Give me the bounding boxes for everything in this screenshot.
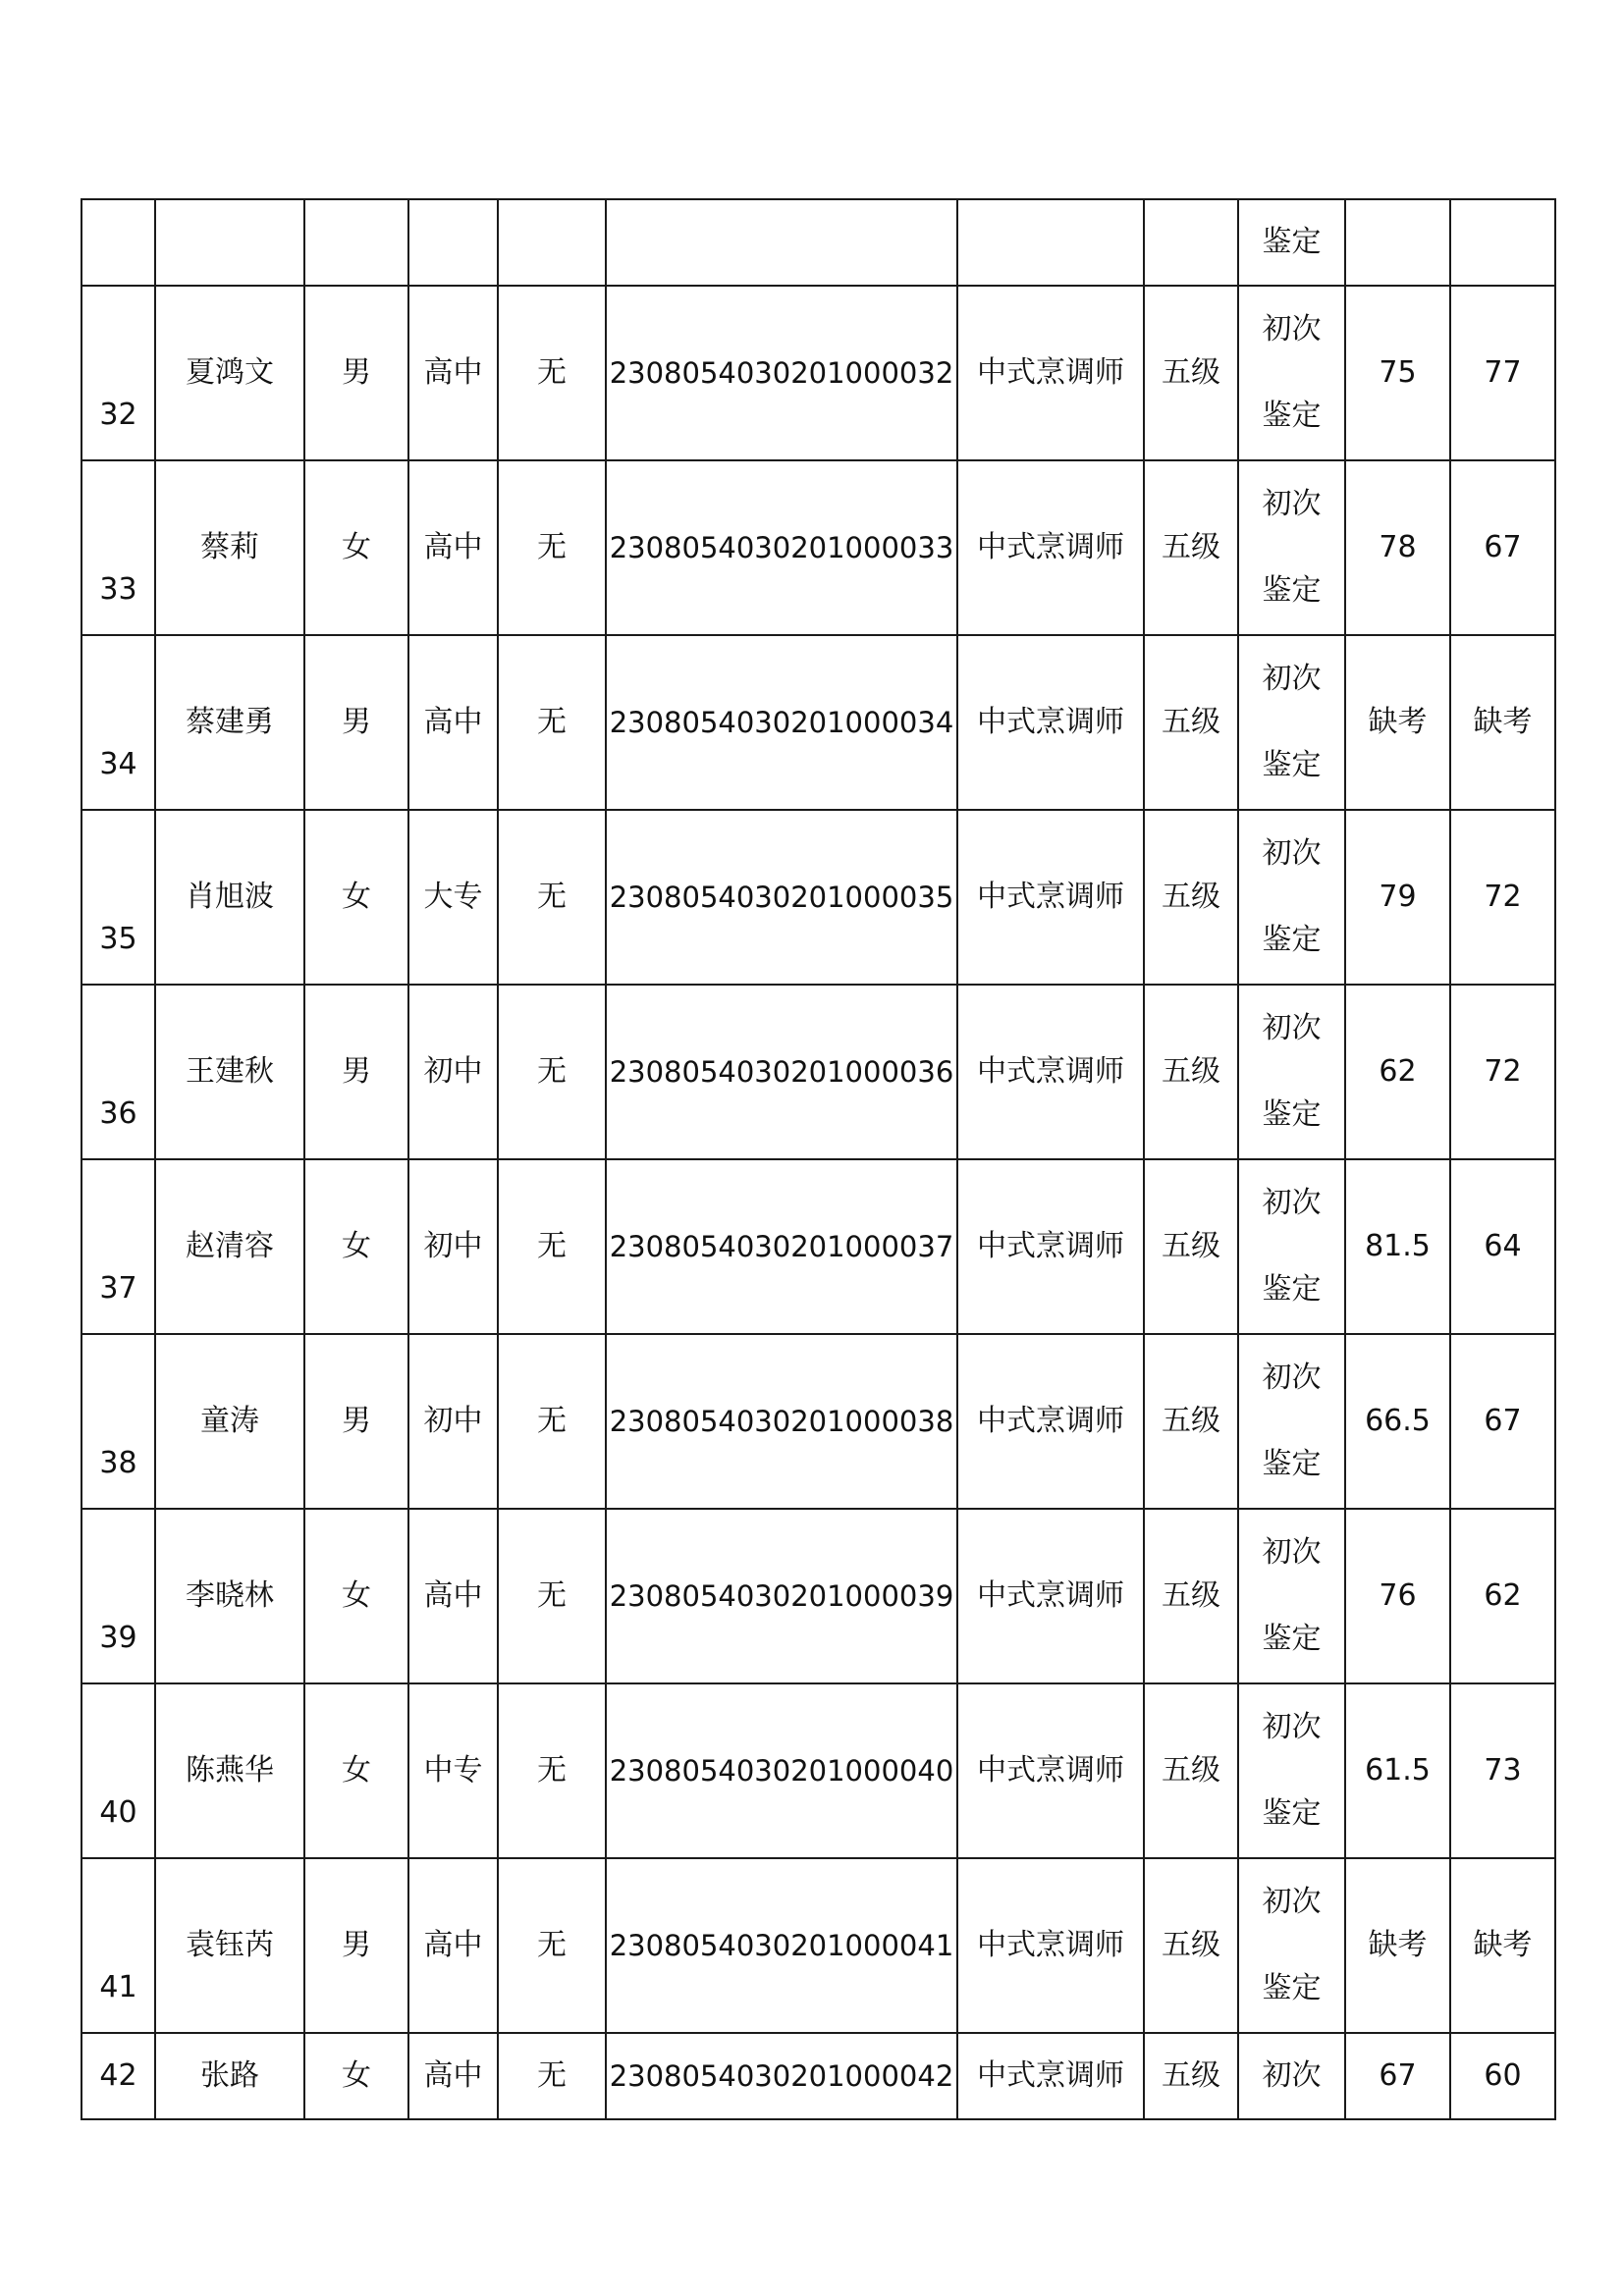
cell-current-cert: 无 [498, 1334, 606, 1509]
cell-gender: 女 [304, 1683, 408, 1858]
type-line1: 初次 [1262, 1186, 1322, 1220]
cell-type [1238, 635, 1345, 810]
cell-cert-no: 2308054030201000041 [606, 1858, 957, 2033]
type-line2: 鉴定 [1262, 1971, 1322, 2005]
table-row [81, 985, 1555, 1159]
cell-level [1144, 199, 1238, 286]
type-line1: 初次 [1262, 1535, 1322, 1570]
continued-row [81, 199, 1555, 286]
cell-education: 高中 [408, 2033, 498, 2119]
cell-education: 初中 [408, 985, 498, 1159]
cell-type [1238, 1858, 1345, 2033]
cell-type [1238, 1509, 1345, 1683]
cell-name: 赵清容 [155, 1159, 304, 1334]
cell-no: 36 [81, 985, 155, 1159]
cell-occupation [957, 199, 1144, 286]
cell-name: 张路 [155, 2033, 304, 2119]
cell-current-cert: 无 [498, 286, 606, 460]
cell-name: 肖旭波 [155, 810, 304, 985]
cell-score2: 77 [1450, 286, 1555, 460]
cell-occupation: 中式烹调师 [957, 286, 1144, 460]
cell-education: 高中 [408, 1858, 498, 2033]
cell-education: 中专 [408, 1683, 498, 1858]
cell-gender: 男 [304, 1858, 408, 2033]
type-line1: 初次 [1262, 1885, 1322, 1919]
cell-level: 五级 [1144, 2033, 1238, 2119]
cell-type [1238, 810, 1345, 985]
cell-no: 37 [81, 1159, 155, 1334]
cell-name: 童涛 [155, 1334, 304, 1509]
table-body [81, 199, 1555, 2119]
cell-type [1238, 286, 1345, 460]
cell-cert-no: 2308054030201000038 [606, 1334, 957, 1509]
cell-type [1238, 1334, 1345, 1509]
cell-current-cert: 无 [498, 635, 606, 810]
cell-occupation: 中式烹调师 [957, 1509, 1144, 1683]
cell-score2: 缺考 [1450, 635, 1555, 810]
type-line2: 鉴定 [1262, 1097, 1322, 1132]
cell-no: 39 [81, 1509, 155, 1683]
cell-occupation: 中式烹调师 [957, 2033, 1144, 2119]
type-line2: 鉴定 [1262, 573, 1322, 608]
cell-level: 五级 [1144, 460, 1238, 635]
cell-cert-no: 2308054030201000033 [606, 460, 957, 635]
cell-score1: 61.5 [1345, 1683, 1450, 1858]
type-line1: 初次 [1262, 662, 1322, 696]
cell-current-cert: 无 [498, 1509, 606, 1683]
type-line2: 鉴定 [1262, 1272, 1322, 1307]
cell-name: 陈燕华 [155, 1683, 304, 1858]
cell-cert-no: 2308054030201000040 [606, 1683, 957, 1858]
cell-type: 鉴定 [1238, 199, 1345, 286]
cell-score1: 66.5 [1345, 1334, 1450, 1509]
type-line2: 鉴定 [1262, 1447, 1322, 1481]
cell-gender [304, 199, 408, 286]
cell-no: 32 [81, 286, 155, 460]
cell-score2: 60 [1450, 2033, 1555, 2119]
cell-level: 五级 [1144, 985, 1238, 1159]
cell-occupation: 中式烹调师 [957, 1858, 1144, 2033]
cell-cert-no: 2308054030201000042 [606, 2033, 957, 2119]
cell-cert-no: 2308054030201000035 [606, 810, 957, 985]
table-row [81, 286, 1555, 460]
cell-name: 蔡莉 [155, 460, 304, 635]
cell-no: 34 [81, 635, 155, 810]
cell-name: 王建秋 [155, 985, 304, 1159]
type-line1: 初次 [1262, 1361, 1322, 1395]
cell-score2: 67 [1450, 1334, 1555, 1509]
cell-cert-no: 2308054030201000036 [606, 985, 957, 1159]
table-row [81, 810, 1555, 985]
cell-level: 五级 [1144, 1334, 1238, 1509]
table-row [81, 1858, 1555, 2033]
cell-gender: 女 [304, 2033, 408, 2119]
table-row-last [81, 2033, 1555, 2119]
cell-cert-no: 2308054030201000034 [606, 635, 957, 810]
cell-occupation: 中式烹调师 [957, 460, 1144, 635]
cell-no [81, 199, 155, 286]
cell-name: 袁钰芮 [155, 1858, 304, 2033]
cell-score1: 79 [1345, 810, 1450, 985]
cell-score1: 75 [1345, 286, 1450, 460]
cell-current-cert [498, 199, 606, 286]
type-line1: 初次 [1262, 1011, 1322, 1045]
type-line1: 初次 [1262, 836, 1322, 871]
type-line2: 鉴定 [1262, 1622, 1322, 1656]
cell-level: 五级 [1144, 1159, 1238, 1334]
cell-gender: 男 [304, 286, 408, 460]
cell-cert-no: 2308054030201000032 [606, 286, 957, 460]
cell-type [1238, 460, 1345, 635]
table-row [81, 1509, 1555, 1683]
cell-no: 35 [81, 810, 155, 985]
cell-occupation: 中式烹调师 [957, 1159, 1144, 1334]
cell-education: 高中 [408, 635, 498, 810]
table-row [81, 1683, 1555, 1858]
cell-occupation: 中式烹调师 [957, 985, 1144, 1159]
cell-type: 初次 [1238, 2033, 1345, 2119]
cell-gender: 男 [304, 985, 408, 1159]
cell-score1: 78 [1345, 460, 1450, 635]
cell-occupation: 中式烹调师 [957, 635, 1144, 810]
cell-type [1238, 1683, 1345, 1858]
type-line2: 鉴定 [1262, 748, 1322, 782]
cell-score2: 67 [1450, 460, 1555, 635]
cell-education: 大专 [408, 810, 498, 985]
cell-gender: 男 [304, 1334, 408, 1509]
cell-level: 五级 [1144, 286, 1238, 460]
cell-score1: 缺考 [1345, 1858, 1450, 2033]
cell-score2: 62 [1450, 1509, 1555, 1683]
cell-no: 41 [81, 1858, 155, 2033]
cell-gender: 男 [304, 635, 408, 810]
type-line1: 初次 [1262, 487, 1322, 521]
cell-score2: 72 [1450, 985, 1555, 1159]
cell-no: 42 [81, 2033, 155, 2119]
type-line2: 鉴定 [1262, 923, 1322, 957]
cell-score2: 73 [1450, 1683, 1555, 1858]
cell-level: 五级 [1144, 635, 1238, 810]
cell-current-cert: 无 [498, 1159, 606, 1334]
cell-score1: 67 [1345, 2033, 1450, 2119]
cell-name: 李晓林 [155, 1509, 304, 1683]
cell-current-cert: 无 [498, 810, 606, 985]
cell-level: 五级 [1144, 1509, 1238, 1683]
cell-cert-no [606, 199, 957, 286]
cell-current-cert: 无 [498, 1683, 606, 1858]
cell-cert-no: 2308054030201000039 [606, 1509, 957, 1683]
cell-type [1238, 985, 1345, 1159]
cell-name: 夏鸿文 [155, 286, 304, 460]
cell-education [408, 199, 498, 286]
table-row [81, 635, 1555, 810]
cell-cert-no: 2308054030201000037 [606, 1159, 957, 1334]
cell-score1: 62 [1345, 985, 1450, 1159]
cell-score2: 64 [1450, 1159, 1555, 1334]
cell-education: 初中 [408, 1334, 498, 1509]
cell-no: 40 [81, 1683, 155, 1858]
table-row [81, 1334, 1555, 1509]
cell-education: 高中 [408, 1509, 498, 1683]
cell-current-cert: 无 [498, 460, 606, 635]
cell-score1: 缺考 [1345, 635, 1450, 810]
cell-current-cert: 无 [498, 985, 606, 1159]
cell-score2: 72 [1450, 810, 1555, 985]
cell-score1: 81.5 [1345, 1159, 1450, 1334]
cell-level: 五级 [1144, 1858, 1238, 2033]
table-row [81, 1159, 1555, 1334]
cell-education: 高中 [408, 460, 498, 635]
cell-name [155, 199, 304, 286]
cell-gender: 女 [304, 1509, 408, 1683]
cell-occupation: 中式烹调师 [957, 810, 1144, 985]
cell-education: 初中 [408, 1159, 498, 1334]
cell-current-cert: 无 [498, 1858, 606, 2033]
cell-score2: 缺考 [1450, 1858, 1555, 2033]
table-row [81, 460, 1555, 635]
cell-level: 五级 [1144, 1683, 1238, 1858]
cell-no: 33 [81, 460, 155, 635]
results-table [81, 198, 1556, 2120]
cell-score1: 76 [1345, 1509, 1450, 1683]
cell-current-cert: 无 [498, 2033, 606, 2119]
type-line1: 初次 [1262, 312, 1322, 347]
cell-score2 [1450, 199, 1555, 286]
cell-gender: 女 [304, 460, 408, 635]
cell-no: 38 [81, 1334, 155, 1509]
cell-occupation: 中式烹调师 [957, 1334, 1144, 1509]
cell-education: 高中 [408, 286, 498, 460]
type-line1: 初次 [1262, 1710, 1322, 1744]
cell-type [1238, 1159, 1345, 1334]
cell-gender: 女 [304, 810, 408, 985]
type-line2: 鉴定 [1262, 399, 1322, 433]
cell-level: 五级 [1144, 810, 1238, 985]
cell-name: 蔡建勇 [155, 635, 304, 810]
cell-gender: 女 [304, 1159, 408, 1334]
cell-occupation: 中式烹调师 [957, 1683, 1144, 1858]
cell-score1 [1345, 199, 1450, 286]
type-line2: 鉴定 [1262, 1796, 1322, 1831]
